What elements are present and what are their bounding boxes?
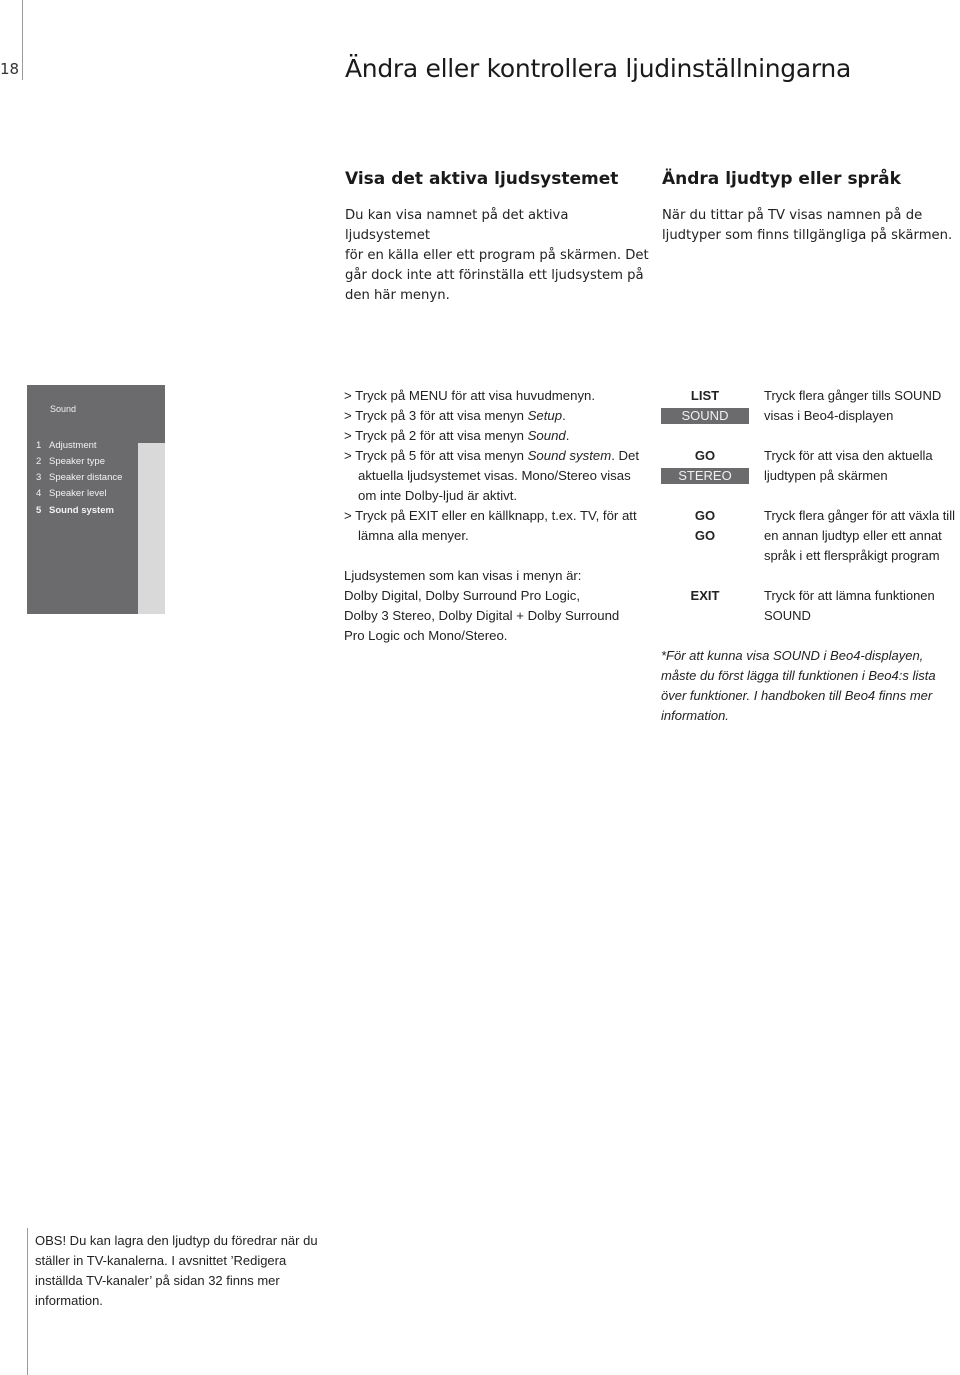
- step-4-continued: aktuella ljudsystemet visas. Mono/Stereo visas: [358, 468, 631, 483]
- step-text: för att visa huvudmenyn.: [447, 388, 596, 403]
- step-key: TV: [579, 508, 596, 523]
- key-group-go: [661, 446, 749, 484]
- systems-text: Pro Logic och Mono/Stereo.: [344, 628, 508, 643]
- step-text: > Tryck på: [344, 448, 409, 463]
- desc-line: visas i Beo4-displayen: [764, 408, 894, 423]
- obs-line: inställda TV-kanaler’ på sidan 32 finns mer: [35, 1273, 280, 1288]
- step-text: > Tryck på: [344, 428, 409, 443]
- section-heading-active-sound: Visa det aktiva ljudsystemet: [345, 169, 619, 189]
- page-title: Ändra eller kontrollera ljudinställningarna: [345, 54, 851, 83]
- step-text: > Tryck på: [344, 508, 409, 523]
- key-desc-list: [764, 386, 960, 426]
- step-key: 2: [408, 428, 417, 443]
- menu-item-speaker-type: [36, 456, 105, 467]
- key-group-list: [661, 386, 749, 424]
- obs-line: information.: [35, 1293, 103, 1308]
- menu-item-label: Speaker level: [49, 488, 107, 499]
- systems-text: Dolby Digital, Dolby Surround Pro Logic,: [344, 588, 581, 603]
- menu-item-number: 1: [36, 440, 42, 451]
- key-exit: EXIT: [690, 588, 720, 603]
- footnote-line: måste du först lägga till funktionen i Beo4:s lista: [661, 668, 936, 683]
- footnote: [661, 646, 956, 726]
- footnote-line: *För att kunna visa SOUND i Beo4-displayen,: [661, 648, 924, 663]
- key-desc-go: [764, 446, 960, 486]
- step-5-continued: lämna alla menyer.: [358, 528, 469, 543]
- menu-item-adjustment: [36, 440, 97, 451]
- section-heading-change-sound: Ändra ljudtyp eller språk: [662, 169, 901, 189]
- menu-item-speaker-level: [36, 488, 107, 499]
- step-text: > Tryck på: [344, 408, 409, 423]
- step-key: MENU: [408, 388, 448, 403]
- footnote-line: över funktioner. I handboken till Beo4 finns mer: [661, 688, 933, 703]
- step-1: [344, 386, 664, 406]
- menu-item-number: 2: [36, 456, 42, 467]
- desc-line: Tryck för att lämna funktionen: [764, 588, 935, 603]
- display-sound: SOUND: [661, 408, 749, 424]
- menu-item-speaker-distance: [36, 472, 122, 483]
- key-go: GO: [694, 448, 716, 463]
- key-group-exit: [661, 586, 749, 606]
- menu-item-sound-system: [36, 505, 114, 516]
- step-text: för att visa menyn: [416, 448, 528, 463]
- step-text: , för att: [595, 508, 637, 523]
- step-text: eller en källknapp, t.ex.: [437, 508, 580, 523]
- key-list: LIST: [690, 388, 720, 403]
- text-line: ljudtyper som finns tillgängliga på skärmen.: [662, 228, 953, 243]
- step-2: [344, 406, 664, 426]
- text-line: När du tittar på TV visas namnen på de: [662, 208, 923, 223]
- menu-item-label: Speaker distance: [49, 472, 123, 483]
- spacer: [344, 546, 664, 566]
- step-key: 3: [408, 408, 417, 423]
- step-menu-name: Sound: [527, 428, 566, 443]
- text-line: Du kan visa namnet på det aktiva ljudsystemet: [345, 208, 569, 243]
- step-5: [344, 506, 664, 526]
- step-text: för att visa menyn: [416, 408, 528, 423]
- key-desc-exit: [764, 586, 960, 626]
- step-menu-name: Setup: [527, 408, 563, 423]
- text-line: den här menyn.: [345, 288, 450, 303]
- text-line: går dock inte att förinställa ett ljudsystem på: [345, 268, 644, 283]
- systems-text: Dolby 3 Stereo, Dolby Digital + Dolby Surround: [344, 608, 620, 623]
- menu-item-label: Sound system: [49, 505, 114, 516]
- step-text: > Tryck på: [344, 388, 409, 403]
- menu-item-label: Adjustment: [49, 440, 97, 451]
- key-group-go-go: [661, 506, 749, 546]
- tv-menu-side-panel: [138, 443, 165, 614]
- instruction-steps: [344, 386, 664, 646]
- display-stereo: STEREO: [661, 468, 749, 484]
- step-4-continued: om inte Dolby-ljud är aktivt.: [358, 488, 518, 503]
- text-line: för en källa eller ett program på skärmen. Det: [345, 248, 649, 263]
- page-number: 18: [0, 60, 20, 78]
- step-key: EXIT: [408, 508, 438, 523]
- obs-line: ställer in TV-kanalerna. I avsnittet ’Redigera: [35, 1253, 287, 1268]
- section-text-active-sound: [345, 206, 655, 306]
- menu-item-number: 4: [36, 488, 42, 499]
- step-text: . Det: [611, 448, 640, 463]
- desc-line: språk i ett flerspråkigt program: [764, 548, 940, 563]
- obs-note: [35, 1231, 335, 1311]
- section-text-change-sound: [662, 206, 957, 246]
- desc-line: SOUND: [764, 608, 811, 623]
- desc-line: en annan ljudtyp eller ett annat: [764, 528, 942, 543]
- key-desc-go-go: [764, 506, 960, 566]
- step-text: för att visa menyn: [416, 428, 528, 443]
- desc-line: Tryck flera gånger tills SOUND: [764, 388, 942, 403]
- step-menu-name: Sound system: [527, 448, 612, 463]
- desc-line: ljudtypen på skärmen: [764, 468, 888, 483]
- step-text: .: [562, 408, 566, 423]
- step-text: .: [565, 428, 570, 443]
- desc-line: Tryck flera gånger för att växla till: [764, 508, 955, 523]
- page-margin-rule: [22, 0, 23, 80]
- menu-item-number: 3: [36, 472, 42, 483]
- step-3: [344, 426, 664, 446]
- desc-line: Tryck för att visa den aktuella: [764, 448, 933, 463]
- menu-item-label: Speaker type: [49, 456, 105, 467]
- obs-margin-rule: [27, 1228, 28, 1375]
- obs-line: OBS! Du kan lagra den ljudtyp du föredrar när du: [35, 1233, 318, 1248]
- key-go: GO: [694, 528, 716, 543]
- systems-text: Ljudsystemen som kan visas i menyn är:: [344, 568, 582, 583]
- footnote-line: information.: [661, 708, 729, 723]
- menu-screen-title: Sound: [50, 404, 77, 414]
- menu-item-number: 5: [36, 505, 42, 516]
- key-go: GO: [694, 508, 716, 523]
- step-key: 5: [408, 448, 417, 463]
- step-4: [344, 446, 664, 466]
